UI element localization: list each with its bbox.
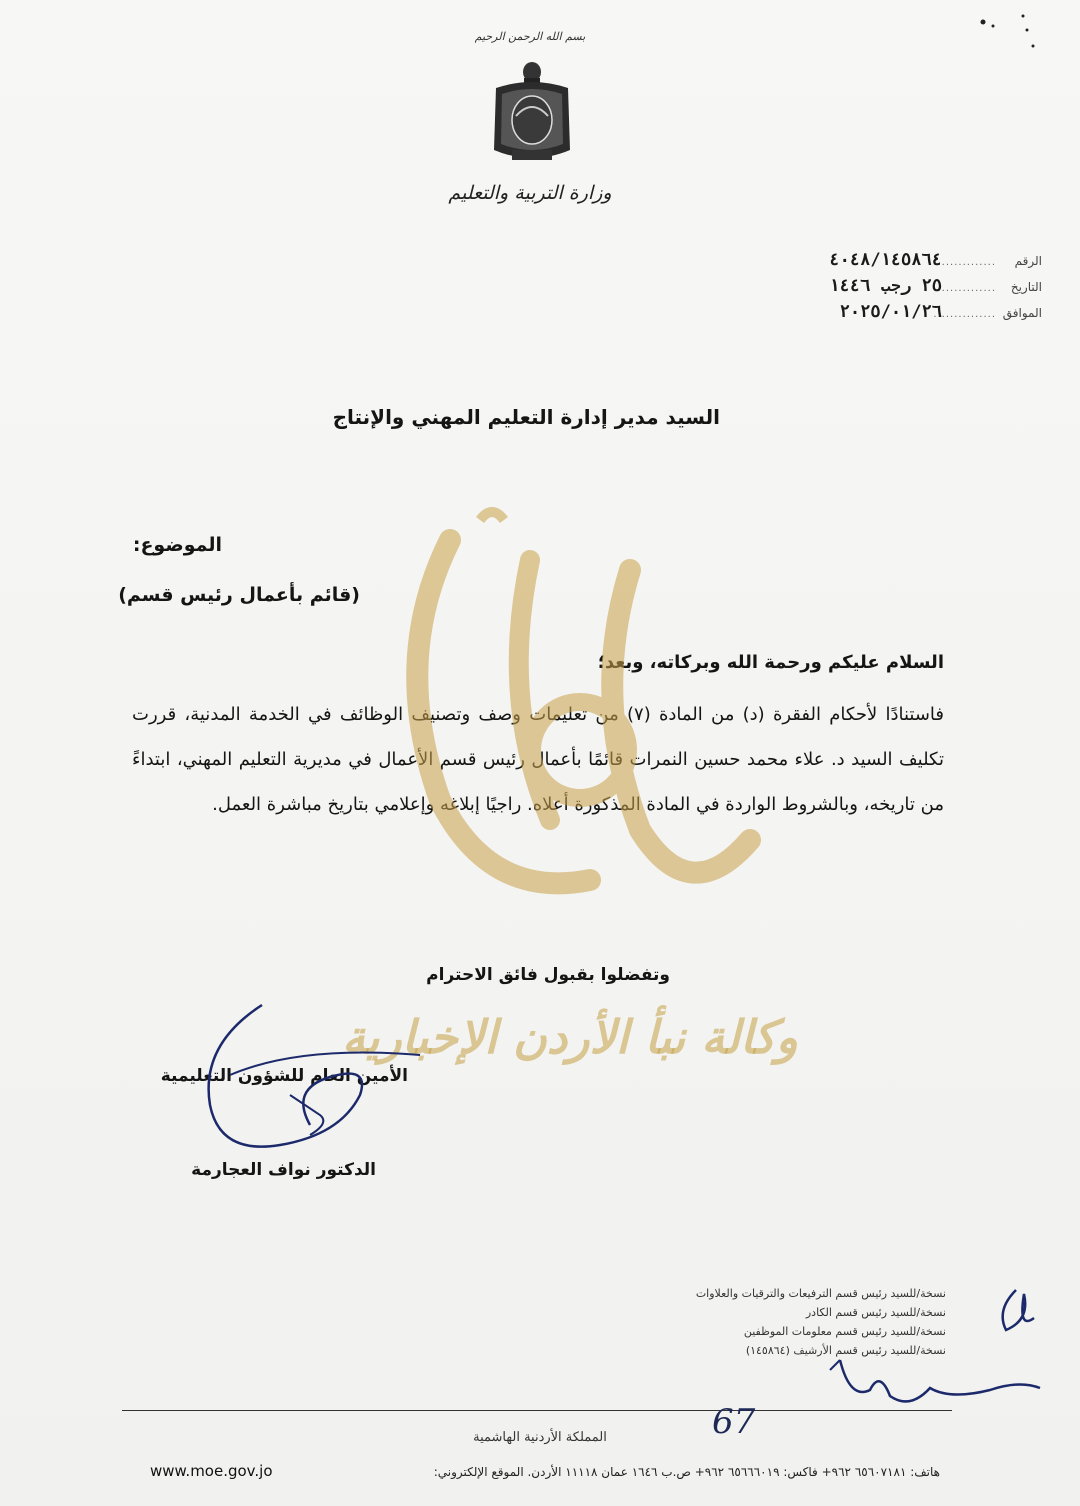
website-url: www.moe.gov.jo [150, 1462, 273, 1480]
subject-label: الموضوع: [132, 534, 222, 556]
reference-gregorian-date: ٢٠٢٥/٠١/٢٦ [839, 302, 942, 322]
dotted-leader: ............... [933, 257, 996, 268]
copy-line: نسخة/للسيد رئيس قسم الأرشيف (١٤٥٨٦٤) [745, 1344, 946, 1357]
reference-date-label: التاريخ [1010, 280, 1042, 294]
dotted-leader: ............... [933, 283, 996, 294]
copy-line: نسخة/للسيد رئيس قسم معلومات الموظفين [743, 1325, 946, 1338]
signer-title: الأمين العام للشؤون التعليمية [160, 1066, 408, 1086]
reference-number: ٤٠٤٨/١٤٥٨٦٤ [829, 250, 942, 270]
signer-name: الدكتور نواف العجارمة [191, 1160, 376, 1180]
reference-date-row [762, 276, 1042, 302]
watermark-text: وكالة نبأ الأردن الإخبارية [341, 1010, 799, 1064]
reference-number-row [762, 250, 1042, 276]
margin-initials-signature [820, 1270, 1060, 1430]
contact-details: هاتف: ٦٥٦٠٧١٨١ ٩٦٢+ فاكس: ٦٥٦٦٦٠١٩ ٩٦٢+ ص.ب ١٦٤٦ عمان ١١١١٨ الأردن. الموقع الإلكتروني: [433, 1465, 940, 1479]
addressee: السيد مدير إدارة التعليم المهني والإنتاج [332, 405, 720, 429]
letter-body: فاستنادًا لأحكام الفقرة (د) من المادة (٧) من تعليمات وصف وتصنيف الوظائف في الخدمة المدنية، قررت تكليف السيد د. علاء محمد حسين النمرات قائمًا بأعمال رئيس قسم الأعمال في مديرية التعليم المهني، ابتداءً من تاريخه، وبالشروط الواردة في المادة المذكورة أعلاه. راجيًا إبلاغه وإعلامي بتاريخ مباشرة العمل. [132, 704, 944, 815]
reference-block [762, 250, 1042, 328]
coat-of-arms-icon [486, 58, 578, 170]
reference-gregorian-row [762, 302, 1042, 328]
kingdom-name: المملكة الأردنية الهاشمية [473, 1430, 607, 1445]
reference-date: ٢٥ رجب ١٤٤٦ [829, 276, 942, 296]
ministry-name: وزارة التربية والتعليم [448, 182, 612, 204]
news-agency-watermark-logo [330, 500, 810, 920]
footer-divider [122, 1410, 952, 1411]
scan-specks [975, 14, 1045, 54]
handwritten-signature [170, 985, 450, 1185]
basmala: بسم الله الرحمن الرحيم [474, 30, 586, 43]
handwritten-page-number: 67 [712, 1402, 756, 1442]
dotted-leader: ............... [933, 309, 996, 320]
greeting: السلام عليكم ورحمة الله وبركاته، وبعد؛ [597, 652, 944, 673]
reference-number-label: الرقم [1014, 254, 1042, 268]
reference-gregorian-label: الموافق [1002, 306, 1042, 320]
footer-contact-line [150, 1462, 940, 1480]
closing-line: وتفضلوا بقبول فائق الاحترام [426, 965, 670, 985]
subject-text: (قائم بأعمال رئيس قسم) [118, 584, 360, 606]
copy-line: نسخة/للسيد رئيس قسم الكادر [805, 1306, 946, 1319]
copy-line: نسخة/للسيد رئيس قسم الترفيعات والترقيات والعلاوات [695, 1287, 946, 1300]
